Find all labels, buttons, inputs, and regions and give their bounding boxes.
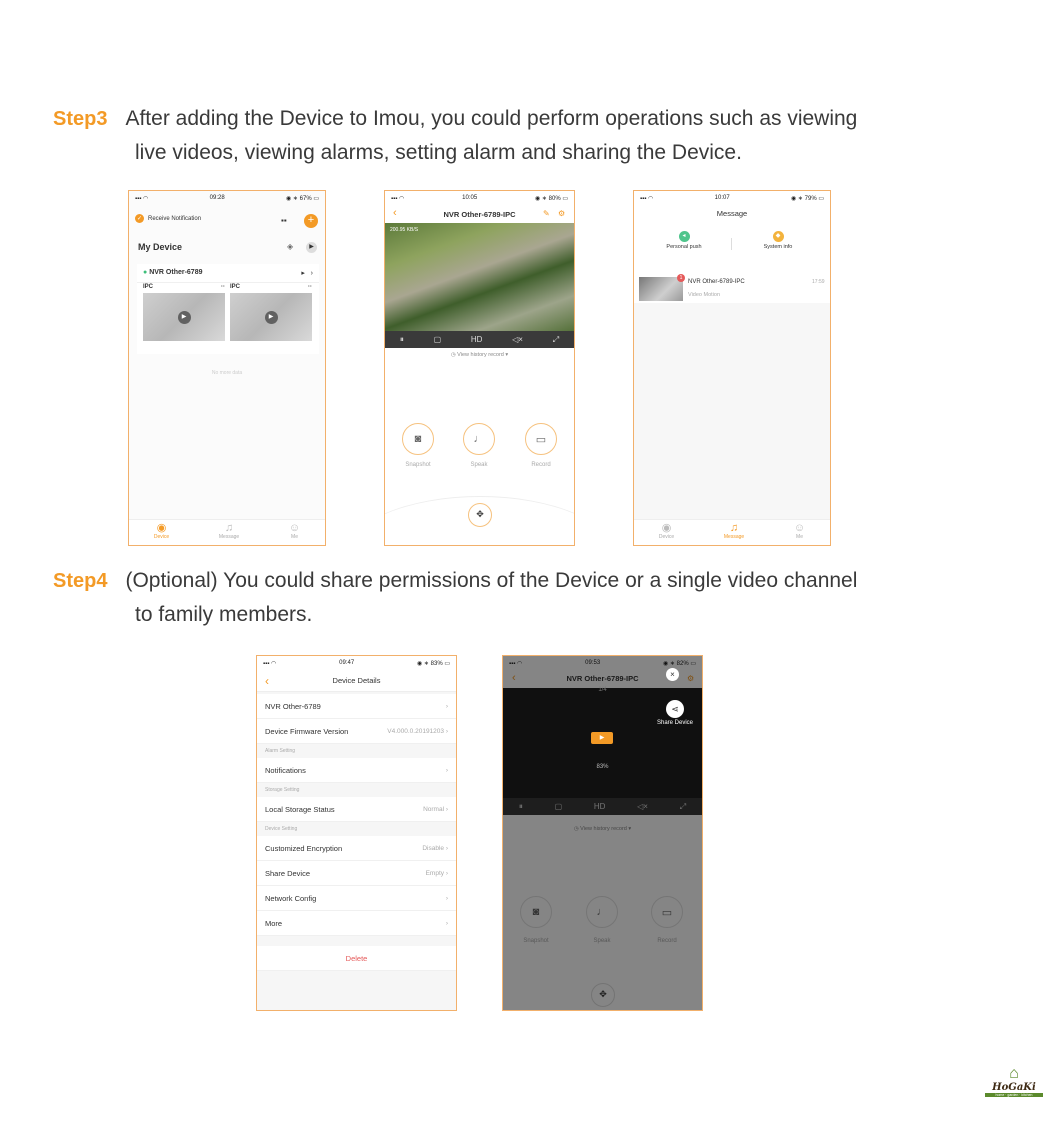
hd-icon[interactable]: HD [470,335,483,344]
phone-device-list [128,190,326,546]
tab-message[interactable]: ♫ Message [723,521,745,540]
check-icon: ✓ [136,216,143,222]
tab-me[interactable]: ☺ Me [288,521,301,540]
user-icon: ☺ [793,521,806,534]
page-title: NVR Other-6789-IPC [566,674,639,683]
tab-bar [634,519,830,545]
play-icon[interactable]: ▶ [265,311,278,324]
video-icon: ▭ [661,906,673,919]
page-title: Device Details [332,676,381,685]
mic-icon: ♩ [473,433,485,445]
status-bar: ▪▪▪ ◠ 09:47 ◉ ∗ 83% ▭ [257,656,456,670]
camera-thumb-1[interactable]: IPC ·· ▶ [143,284,225,346]
status-bar: ▪▪▪ ◠ 10:05 ◉ ∗ 80% ▭ [391,195,568,202]
status-bar: ▪▪▪ ◠ 09:28 ◉ ∗ 67% ▭ [135,195,319,202]
device-card[interactable]: ● NVR Other-6789 ▸ › IPC ·· ▶ IPC ·· ▶ [137,264,319,354]
speak-button[interactable] [463,423,495,455]
split-icon[interactable]: ▢ [554,802,563,811]
hogaki-logo: ⌂ HoGaKi home · garden · kitchen [985,1066,1043,1097]
storage-row[interactable]: Local Storage Status Normal › [257,797,456,822]
mic-icon: ♩ [596,906,608,918]
back-icon[interactable]: ‹ [512,672,516,684]
snapshot-button[interactable] [402,423,434,455]
add-device-button[interactable]: + [304,214,318,228]
status-bar: ▪▪▪ ◠ 09:53 ◉ ∗ 82% ▭ [509,660,696,667]
split-icon[interactable]: ▢ [433,335,442,344]
tab-device[interactable]: ◉ Device [658,521,675,540]
tab-me[interactable]: ☺ Me [793,521,806,540]
ptz-button[interactable] [468,503,492,527]
push-icon: ◂ [679,231,690,242]
camera-icon: ◙ [532,906,540,918]
device-name-row[interactable]: NVR Other-6789 › [257,694,456,719]
snapshot-label: Snapshot [405,462,431,468]
device-name: NVR Other-6789 [149,269,203,276]
close-icon[interactable]: × [666,668,679,681]
fullscreen-icon[interactable]: ⤢ [552,334,560,344]
camera-icon: ◙ [414,433,422,445]
tab-bar [129,519,325,545]
record-label: Record [657,938,677,944]
edit-icon[interactable]: ✎ [543,209,550,218]
video-toolbar [385,331,574,348]
phone-messages [633,190,831,546]
device-icon: ◉ [661,521,672,534]
share-device-button[interactable]: ⋖ Share Device [653,700,697,726]
system-info-tab[interactable]: ◆ System info [763,233,793,250]
network-config-row[interactable]: Network Config › [257,886,456,911]
firmware-row[interactable]: Device Firmware Version V4.000.0.20191203 › [257,719,456,744]
phone-device-details [256,655,457,1011]
layers-icon[interactable]: ◈ [287,242,294,251]
back-icon[interactable]: ‹ [393,207,397,219]
delete-button[interactable]: Delete [257,946,456,971]
personal-push-tab[interactable]: ◂ Personal push [666,233,702,250]
bell-icon: ♫ [729,521,739,534]
ptz-icon: ✥ [476,509,484,519]
device-icon: ◉ [156,521,167,534]
status-bar: ▪▪▪ ◠ 10:07 ◉ ∗ 79% ▭ [634,191,830,205]
settings-icon[interactable]: ⚙ [687,674,695,683]
live-video[interactable]: 200.95 KB/S [385,223,574,331]
record-button[interactable] [525,423,557,455]
step3-text [53,102,857,170]
bell-icon: ♫ [224,521,234,534]
speak-label: Speak [593,938,611,944]
mute-icon[interactable]: ◁× [637,802,648,811]
page-title: NVR Other-6789-IPC [443,209,516,219]
device-setting-section: Device Setting [257,822,456,836]
message-thumbnail [639,277,683,301]
play-all-icon[interactable]: ▶ [306,242,317,253]
step4-text [53,564,857,632]
tab-message[interactable]: ♫ Message [218,521,240,540]
settings-icon[interactable]: ⚙ [558,209,566,218]
step3-line1: After adding the Device to Imou, you could perform operations such as viewing [125,107,858,130]
record-label: Record [531,462,551,468]
step3-line2: live videos, viewing alarms, setting alarm and sharing the Device. [135,141,742,164]
pause-icon[interactable]: ⏸ [399,334,404,344]
loading-progress: 83% [596,764,609,770]
receive-notification[interactable]: ✓ Receive Notification [136,215,202,222]
phone-share-overlay [502,655,703,1011]
notifications-row[interactable]: Notifications › [257,758,456,783]
step3-label: Step3 [53,108,108,130]
share-icon: ⋖ [666,700,684,718]
message-item[interactable]: 1 NVR Other-6789-IPC Video Motion 17:59 [634,271,830,303]
no-more-data: No more data [211,370,243,376]
phone-live-view [384,190,575,546]
ptz-icon: ✥ [599,989,607,999]
mute-icon[interactable]: ◁× [512,335,523,344]
play-icon[interactable]: ▶ [178,311,191,324]
history-link[interactable]: ◷ View history record ▾ [450,352,509,358]
tab-device[interactable]: ◉ Device [153,521,170,540]
grid-icon[interactable]: ▪▪ [281,216,287,225]
hd-icon[interactable]: HD [593,802,606,811]
house-leaf-icon: ⌂ [1009,1065,1019,1082]
user-icon: ☺ [288,521,301,534]
info-icon: ◆ [773,231,784,242]
pause-icon[interactable]: ⏸ [518,801,523,811]
page-title: Message [716,209,748,218]
encryption-row[interactable]: Customized Encryption Disable › [257,836,456,861]
loading-play-icon: ▶ [591,732,613,744]
alarm-setting-section: Alarm Setting [257,744,456,758]
share-device-row[interactable]: Share Device Empty › [257,861,456,886]
video-icon: ▭ [535,433,547,446]
storage-setting-section: Storage Setting [257,783,456,797]
speak-label: Speak [470,462,488,468]
fullscreen-icon[interactable]: ⤢ [679,801,687,811]
step4-line1: (Optional) You could share permissions of the Device or a single video channel [125,569,858,592]
snapshot-label: Snapshot [523,938,549,944]
camera-thumb-2[interactable]: IPC ·· ▶ [230,284,312,346]
more-row[interactable]: More › [257,911,456,936]
history-link[interactable]: ◷ View history record ▾ [573,826,632,832]
my-device-title: My Device [138,242,183,252]
step4-line2: to family members. [135,603,313,626]
back-icon[interactable]: ‹ [265,674,269,688]
unread-badge: 1 [677,274,685,282]
channel-page: 1/4 [598,687,607,693]
step4-label: Step4 [53,570,108,592]
